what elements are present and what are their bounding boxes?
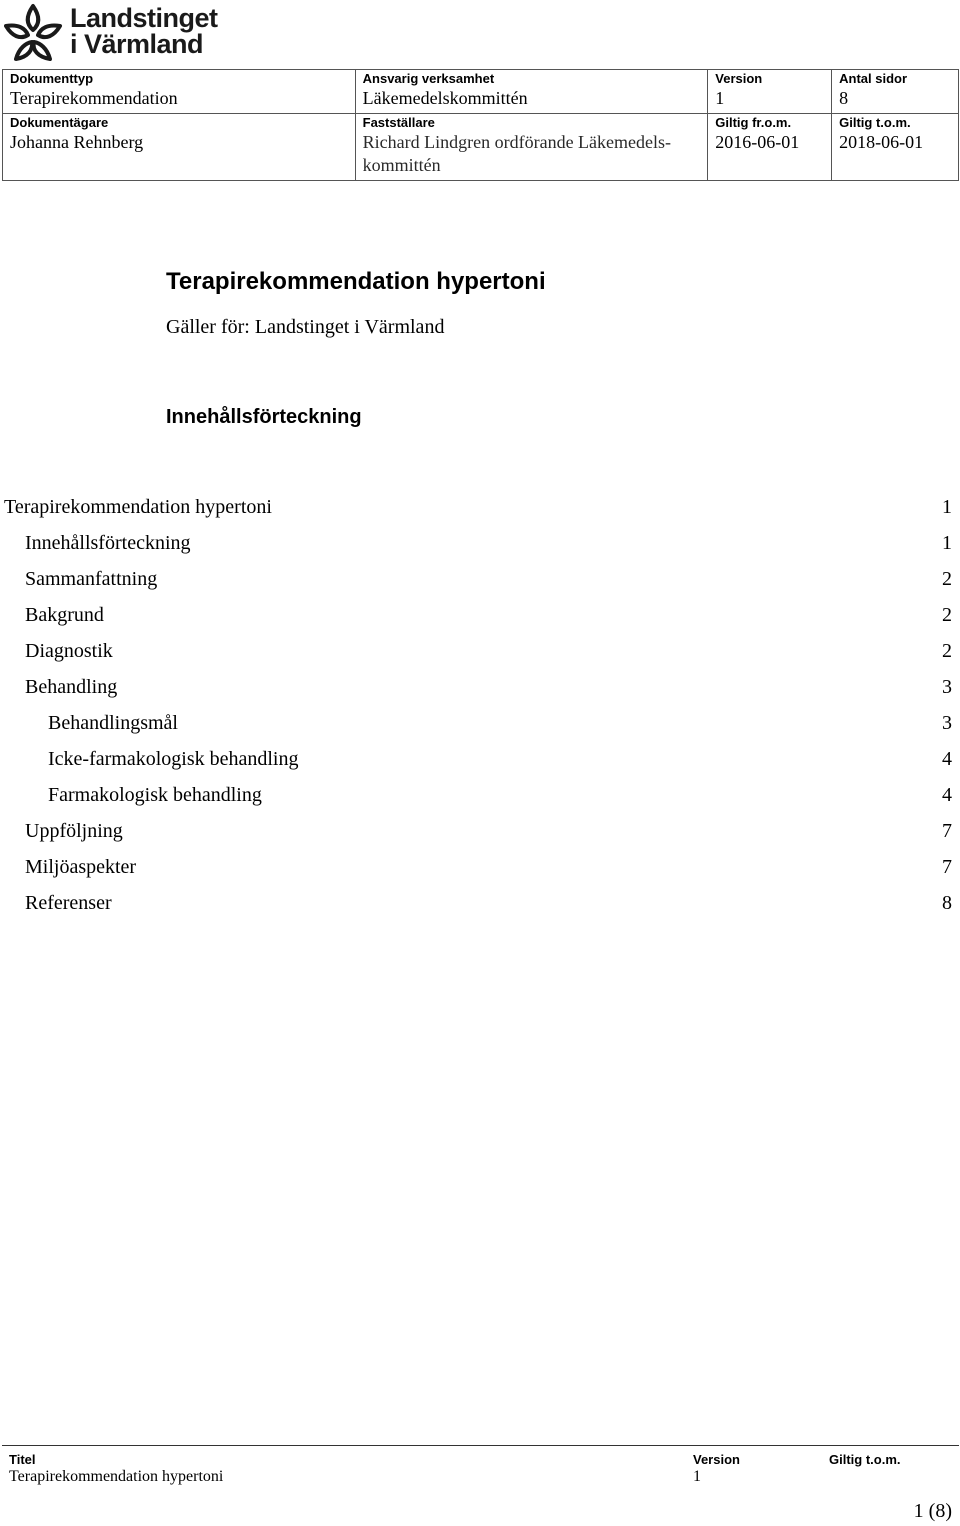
toc-entry-page: 8 [942, 892, 952, 914]
toc-entry-text: Behandling [25, 676, 118, 698]
owner-value: Johanna Rehnberg [10, 132, 144, 152]
responsible-cell [355, 70, 708, 114]
toc-entry[interactable] [4, 529, 952, 565]
toc-entry-page: 7 [942, 820, 952, 842]
valid-from-label: Giltig fr.o.m. [715, 115, 792, 130]
toc-entry-text: Farmakologisk behandling [48, 784, 262, 806]
meta-row-1 [3, 70, 959, 114]
footer-version-value: 1 [693, 1468, 701, 1485]
valid-to-cell [832, 114, 959, 181]
pages-label: Antal sidor [839, 71, 908, 86]
toc-entry[interactable] [4, 781, 952, 817]
toc-entry-page: 1 [942, 496, 952, 518]
toc-entry-page: 3 [942, 712, 952, 734]
pages-cell [832, 70, 959, 114]
document-meta-table [2, 69, 959, 181]
valid-from-value: 2016-06-01 [715, 132, 800, 152]
flower-logo-icon [2, 2, 64, 64]
toc-entry[interactable] [4, 673, 952, 709]
toc-entry[interactable] [4, 565, 952, 601]
toc-entry[interactable] [4, 637, 952, 673]
toc-entry[interactable] [4, 601, 952, 637]
approver-value-line-1: Richard Lindgren ordförande Läkemedels- [362, 132, 672, 152]
document-title: Terapirekommendation hypertoni [166, 268, 546, 295]
doc-type-cell [3, 70, 356, 114]
toc-entry[interactable] [4, 817, 952, 853]
toc-entry-text: Uppföljning [25, 820, 123, 842]
pages-value: 8 [839, 88, 849, 108]
table-of-contents [4, 493, 952, 925]
toc-entry-page: 7 [942, 856, 952, 878]
page-indicator: 1 (8) [913, 1500, 952, 1522]
footer-divider [2, 1445, 959, 1446]
footer-title-label: Titel [9, 1452, 36, 1467]
logo-line-2: i Värmland [70, 29, 204, 59]
version-label: Version [715, 71, 763, 86]
valid-to-value: 2018-06-01 [839, 132, 924, 152]
logo [2, 0, 232, 64]
toc-entry[interactable] [4, 853, 952, 889]
valid-to-label: Giltig t.o.m. [839, 115, 911, 130]
approver-value-line-2: kommittén [362, 155, 441, 175]
responsible-value: Läkemedelskommittén [362, 88, 528, 108]
version-value: 1 [715, 88, 725, 108]
footer-valid-to-label: Giltig t.o.m. [829, 1452, 901, 1467]
toc-entry-text: Diagnostik [25, 640, 113, 662]
toc-entry[interactable] [4, 889, 952, 925]
toc-entry-text: Miljöaspekter [25, 856, 137, 878]
toc-entry-text: Innehållsförteckning [25, 532, 191, 554]
footer-version-label: Version [693, 1452, 740, 1467]
toc-heading: Innehållsförteckning [166, 406, 362, 428]
logo-line-1: Landstinget [70, 3, 218, 33]
doc-type-label: Dokumenttyp [10, 71, 94, 86]
owner-cell [3, 114, 356, 181]
toc-entry-page: 2 [942, 568, 952, 590]
meta-row-2 [3, 114, 959, 181]
toc-entry[interactable] [4, 493, 952, 529]
toc-entry[interactable] [4, 745, 952, 781]
toc-entry-text: Terapirekommendation hypertoni [4, 496, 272, 518]
toc-entry-page: 3 [942, 676, 952, 698]
toc-entry-text: Icke-farmakologisk behandling [48, 748, 299, 770]
toc-entry-page: 2 [942, 604, 952, 626]
doc-type-value: Terapirekommendation [10, 88, 178, 108]
toc-entry-page: 1 [942, 532, 952, 554]
toc-entry-page: 4 [942, 784, 952, 806]
owner-label: Dokumentägare [10, 115, 109, 130]
responsible-label: Ansvarig verksamhet [362, 71, 495, 86]
toc-entry-text: Referenser [25, 892, 112, 914]
version-cell [708, 70, 832, 114]
footer-title-value: Terapirekommendation hypertoni [9, 1468, 224, 1485]
toc-entry-text: Sammanfattning [25, 568, 158, 590]
toc-entry[interactable] [4, 709, 952, 745]
approver-label: Fastställare [362, 115, 435, 130]
valid-from-cell [708, 114, 832, 181]
applies-to: Gäller för: Landstinget i Värmland [166, 316, 445, 338]
toc-entry-page: 4 [942, 748, 952, 770]
toc-entry-page: 2 [942, 640, 952, 662]
toc-entry-text: Behandlingsmål [48, 712, 178, 734]
approver-cell [355, 114, 708, 181]
toc-entry-text: Bakgrund [25, 604, 104, 626]
